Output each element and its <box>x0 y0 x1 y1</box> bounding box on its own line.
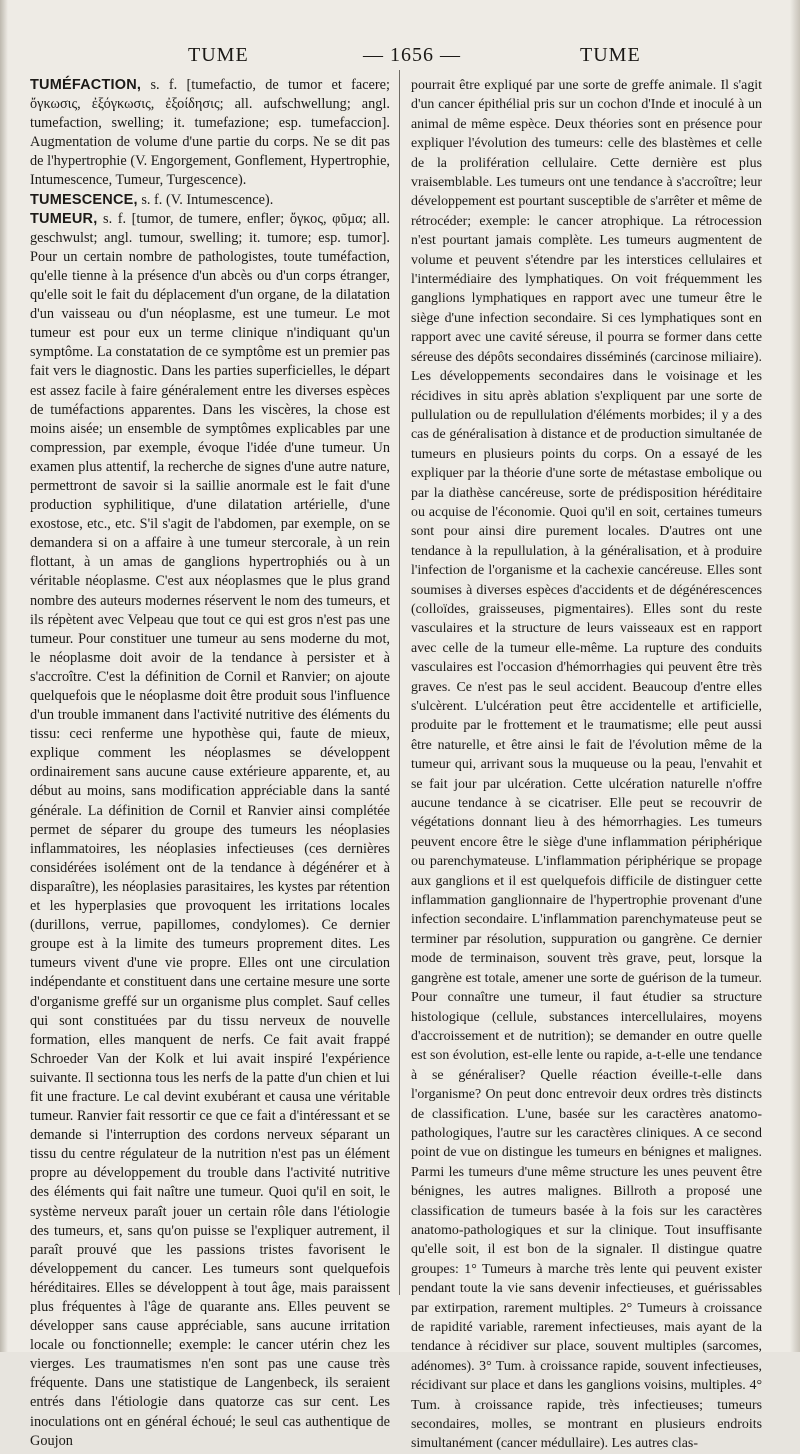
column-divider <box>399 70 400 1295</box>
entry-tumeur-continued: pourrait être expliqué par une sorte de greffe animale. Il s'agit d'un cancer épithélial pris sur un cochon d'Inde et inoculé à un animal de même espèce. Deux théories sont en présence pour expliquer l'évolution des tumeurs: celle des blastèmes et celle de la prolifération cellulaire. Cette dernière est plus vraisemblable. Les tumeurs ont une tendance à s'accroître; leur développement est pourtant susceptible de s'arrêter et même de rétrocéder; exemple: le cancer atrophique. La rétrocession n'est pourtant jamais complète. Les tumeurs augmentent de volume et peuvent s'étendre par les interstices cellulaires et l'intermédiaire des lymphatiques. On voit fréquemment les ganglions lymphatiques en rapport avec une tumeur être le siège d'une infection secondaire. Si ces lymphatiques sont en rapport avec une cavité séreuse, il pourra se former dans cette séreuse des dépôts secondaires disséminés (carcinose miliaire). Les développements secondaires dans le voisinage et les récidives in situ après ablation s'expliquent par une sorte de pullulation ou de repullulation d'éléments morbides; il y a des cas de généralisation à distance et de production simultanée de tumeurs en plusieurs points du corps. On a essayé de les expliquer par la théorie d'une sorte de métastase embolique ou par la diathèse cancéreuse, sorte de prédisposition héréditaire ou acquise de l'économie. Quoi qu'il en soit, certaines tumeurs sont pour ainsi dire purement locales. D'autres ont une tendance à la repullulation, à la généralisation, et à produire l'infection de l'organisme et la cachexie cancéreuse. Elles sont soumises à diverses espèces d'accidents et de dégénérescences (colloïdes, graisseuses, pigmentaires). Elles sont du reste vasculaires et la structure de leurs vaisseaux est en rapport avec celle de la tumeur elle-même. La rupture des conduits vasculaires est l'occasion d'hémorrhagies qui peuvent être très graves. Ce n'est pas le seul accident. Beaucoup d'entre elles s'ulcèrent. L'ulcération peut être accidentelle et artificielle, produite par le frottement et le traumatisme; elle peut aussi être naturelle, et être ainsi le fait de l'évolution même de la tumeur qui, arrivant sous la muqueuse ou la peau, l'envahit et se fait jour par ulcération. Cette ulcération naturelle n'offre aucune tendance à se cicatriser. Elle peut se recouvrir de végétations donnant lieu à des hémorrhagies. Les tumeurs peuvent encore être le siège d'une inflammation périphérique ou parenchymateuse. L'inflammation périphérique se propage aux ganglions et il est quelquefois difficile de distinguer cette inflammation ganglionnaire de l'hypertrophie provenant d'une infection secondaire. L'inflammation parenchymateuse peut se terminer par résolution, suppuration ou gangrène. Ce dernier mode de terminaison, souvent très grave, peut, lorsque la gangrène est totale, amener une sorte de guérison de la tumeur. Pour connaître une tumeur, il faut étudier sa structure histologique (cellule, substances intercellulaires, moyens d'accroissement et de nutrition); se demander en outre quelle est son évolution, est-elle lente ou rapide, a-t-elle une tendance à se généraliser? Quelle réaction éveille-t-elle dans l'organisme? On peut donc entrevoir deux ordres très distincts de classification. L'une, basée sur les caractères anatomo-pathologiques, l'autre sur les caractères cliniques. A ce second point de vue on distingue les tumeurs en bénignes et malignes. Parmi les tumeurs d'une même structure les unes peuvent être bénignes, les autres malignes. Billroth a proposé une classification de tumeurs basée à la fois sur les caractères anatomo-pathologiques et sur la clinique. Tout insuffisante qu'elle soit, il est bon de la signaler. Il distingue quatre groupes: 1° Tumeurs à marche très lente qui peuvent exister pendant toute la vie sans devenir infectieuses, et guérissables par extirpation, rarement multiples. 2° Tumeurs à croissance de rapidité variable, rarement infectieuses, mais ayant de la tendance à récidiver sur place, souvent multiples (sarcomes, adénomes). 3° Tum. à croissance rapide, souvent infectieuses, récidivant sur place et dans les ganglions voisins, multiples. 4° Tum. à croissance rapide, très infectieuses; tumeurs secondaires, molles, se montrant en plusieurs endroits simultanément (cancer médullaire). Les autres clas- <box>411 78 762 1452</box>
page-edge-left <box>0 0 8 1352</box>
page-number: — 1656 — <box>363 44 461 66</box>
entry-tumefaction <box>30 76 390 191</box>
header-right-word: TUME <box>580 44 641 66</box>
headword-tumefaction: TUMÉFACTION, <box>30 77 142 93</box>
right-column <box>411 76 762 1452</box>
header-left-word: TUME <box>188 44 249 66</box>
entry-text-tumefaction: s. f. [tumefactio, de tumor et facere; ὄγκωσις, ἐξόγκωσις, ἐξοίδησις; all. aufschwellung; angl. tumefaction, swelling; it. tumefazione; esp. tumefaccion]. Augmentation de volume d'une partie du corps. Ne se dit pas de l'hypertrophie (V. Engorgement, Gonflement, Hypertrophie, Intumescence, Tumeur, Turgescence). <box>30 77 390 189</box>
entry-tumescence <box>30 191 390 210</box>
left-column <box>30 76 390 1449</box>
running-header <box>0 44 800 72</box>
headword-tumescence: TUMESCENCE, <box>30 191 138 208</box>
headword-tumeur: TUMEUR, <box>30 210 98 227</box>
page-edge-right <box>790 0 800 1352</box>
entry-text-tumeur: s. f. [tumor, de tumere, enfler; ὄγκος, φῦμα; all. geschwulst; angl. tumour, swelling; it. tumore; esp. tumor]. Pour un certain nombre de pathologistes, toute tuméfaction, qu'elle tienne à la présence d'un abcès ou d'un corps étranger, qu'elle soit le fait du déplacement d'un organe, de la dilatation d'un vaisseau ou d'un néoplasme, est une tumeur. Le mot tumeur est pour eux un terme clinique n'indiquant qu'un symptôme. La constatation de ce symptôme est un premier pas fait vers le diagnostic. Dans les parties superficielles, le départ est assez facile à faire généralement entre les diverses espèces de tuméfactions apparentes. Dans les viscères, la chose est moins aisée; un ensemble de symptômes explicables par une compression, par exemple, évoque l'idée d'une tumeur. Un examen plus attentif, la recherche de signes d'une autre nature, permettront de savoir si la saillie anormale est le fait d'une production syphilitique, d'une dilatation artérielle, d'une exostose, etc., etc. S'il s'agit de l'abdomen, par exemple, on se demandera si on a affaire à une tumeur stercorale, à un rein flottant, à un amas de ganglions hypertrophiés ou à un véritable néoplasme. C'est aux néoplasmes que le plus grand nombre des auteurs modernes réservent le nom des tumeurs, et ils répètent avec Velpeau que tout ce qui est gros n'est pas une tumeur. Pour constituer une tumeur au sens moderne du mot, le néoplasme doit avoir de la tendance à persister et à s'accroître. C'est la définition de Cornil et Ranvier; on ajoute quelquefois que le néoplasme doit être produit sous l'influence d'un trouble immanent dans l'activité nutritive des éléments du tissu: ceci renferme une hypothèse qui, faute de mieux, explique comment les néoplasmes se développent ordinairement sans aucune cause extérieure apparente, et, au début au moins, sans modification appréciable dans la santé générale. La définition de Cornil et Ranvier ainsi complétée permet de séparer du groupe des tumeurs les néoplasies inflammatoires, les néoplasies infectieuses (ces dernières considérées isolément ont de la tendance à dégénérer et à disparaître), les néoplasies parasitaires, les kystes par rétention et les hyperplasies que provoquent les irritations locales (durillons, verrue, papillomes, condylomes). Ce dernier groupe est à la limite des tumeurs proprement dites. Les tumeurs vivent d'une vie propre. Elles ont une circulation indépendante et constituent dans une certaine mesure une sorte d'organisme greffé sur un organisme plus complet. Sauf celles qui sont constituées par du tissu nerveux de nouvelle formation, elles manquent de nerfs. Ce fait avait frappé Schroeder Van der Kolk et lui avait inspiré l'expérience suivante. Il sectionna tous les nerfs de la patte d'un chien et lui fit une fracture. Le cal devint exubérant et causa une véritable tumeur. Ranvier fait ressortir ce que ce fait a d'intéressant et se demande si l'interruption des cordons nerveux séparant un tissu du centre régulateur de la nutrition n'est pas un élément propre au développement du trouble dans l'activité nutritive des éléments qui fait naître une tumeur. Quoi qu'il en soit, le système nerveux paraît jouer un certain rôle dans l'étiologie des tumeurs, et, sans qu'on puisse se l'expliquer autrement, il paraît prouvé que les passions tristes favorisent le développement du cancer. Les tumeurs sont quelquefois héréditaires. Elles se développent à tout âge, mais paraissent plus fréquentes à l'âge de quarante ans. Elles peuvent se développer sans cause appréciable, sans aucune irritation locale ou fonctionnelle; exemple: le cancer utérin chez les vierges. Les traumatismes n'en sont pas une cause très fréquente. Dans une statistique de Langenbeck, ils seraient entrés dans l'étiologie dans quatorze cas sur cent. Les inoculations ont en général échoué; le seul cas authentique de Goujon <box>30 210 390 1449</box>
entry-text-tumescence: s. f. (V. Intumescence). <box>137 191 274 208</box>
entry-tumeur <box>30 210 390 1451</box>
